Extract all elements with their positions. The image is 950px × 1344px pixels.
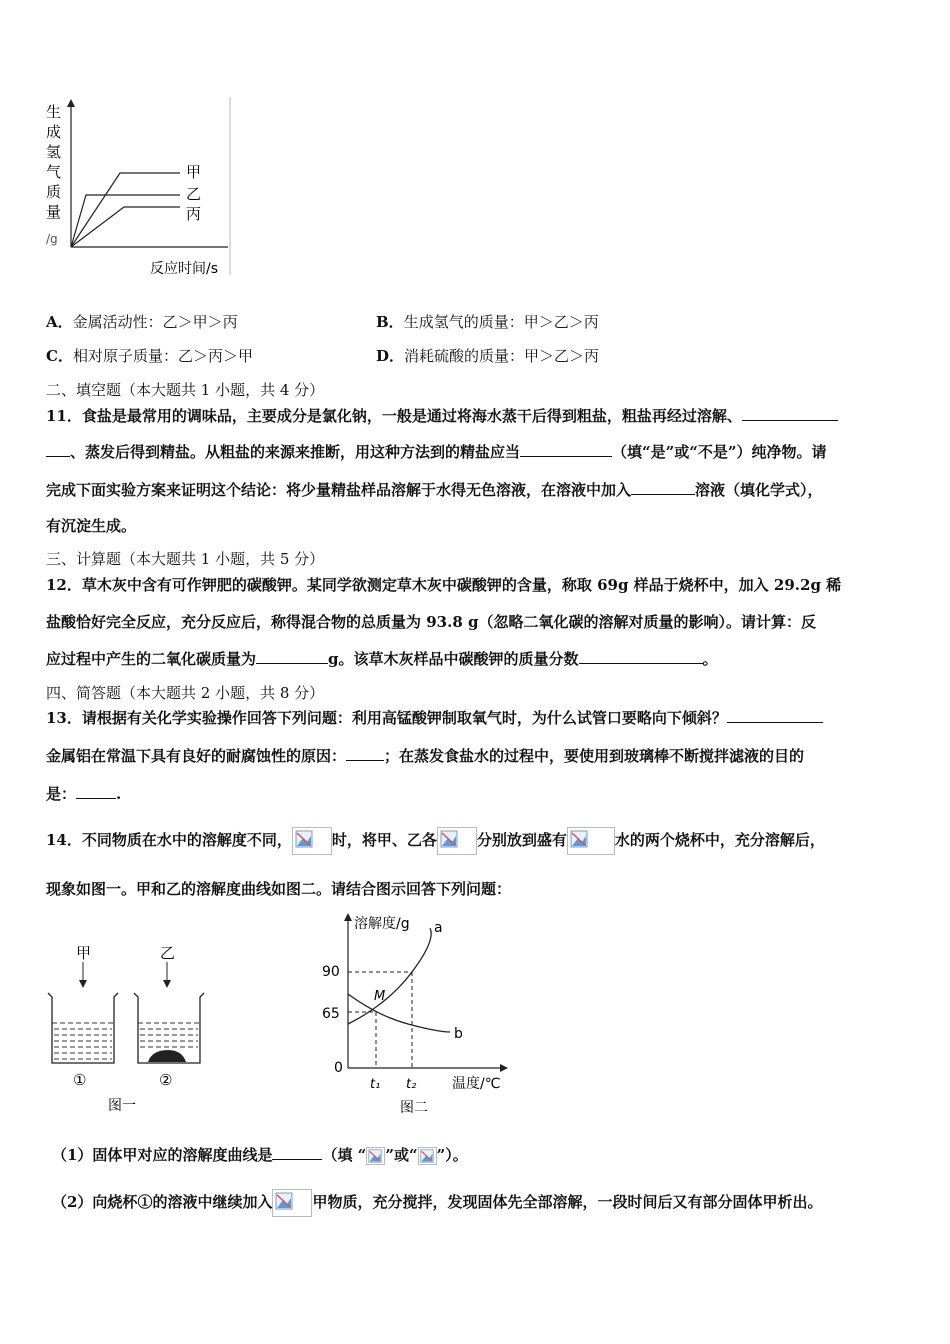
q11-line3: 完成下面实验方案来证明这个结论：将少量精盐样品溶解于水得无色溶液，在溶液中加入 溶液（填化学式），	[46, 481, 823, 499]
q13-blank-3[interactable]	[76, 784, 116, 799]
section-heading-fill: 二、填空题（本大题共 1 小题，共 4 分）	[46, 381, 325, 399]
option-d-letter: D．	[376, 347, 405, 365]
broken-image-icon	[437, 827, 477, 855]
curve-b	[348, 994, 450, 1032]
broken-image-icon	[418, 1147, 437, 1165]
q11-line4: 有沉淀生成。	[46, 517, 137, 535]
figure-beakers	[40, 938, 230, 1118]
beaker-label-jia: 甲	[76, 944, 92, 962]
sub1-blank[interactable]	[272, 1145, 322, 1160]
option-b-letter: B．	[376, 313, 404, 331]
q13-line1: 13．请根据有关化学实验操作回答下列问题：利用高锰酸钾制取氧气时，为什么试管口要略向下倾斜？	[46, 708, 823, 728]
hydrogen-mass-graph	[40, 95, 240, 280]
option-a[interactable]	[46, 311, 238, 332]
q13-line3: 是： .	[46, 785, 122, 803]
option-b[interactable]	[376, 311, 599, 332]
curve-a	[348, 928, 431, 1024]
q14-line1: 14．不同物质在水中的溶解度不同， 时，将甲、乙各 分别放到盛有 水的两个烧杯中，充分溶解后，	[46, 826, 825, 855]
option-d[interactable]	[376, 345, 599, 366]
curve-a-label: a	[434, 920, 443, 936]
q13-blank-1[interactable]	[727, 708, 823, 723]
curve-yi	[71, 195, 180, 247]
q12-line1: 12．草木灰中含有可作钾肥的碳酸钾。某同学欲测定草木灰中碳酸钾的含量，称取 69g 样品于烧杯中，加入 29.2g 稀	[46, 576, 842, 594]
option-a-letter: A．	[46, 313, 73, 331]
q11-blank-1[interactable]	[742, 406, 838, 421]
q12-line3: 应过程中产生的二氧化碳质量为 g。该草木灰样品中碳酸钾的质量分数 。	[46, 650, 718, 668]
ylabel-char: 氢	[46, 143, 62, 161]
ylabel-unit: /g	[46, 232, 58, 246]
q11-line2: 、蒸发后得到精盐。从粗盐的来源来推断，用这种方法到的精盐应当 （填“是”或“不是”）纯净物。请	[46, 442, 827, 462]
section-heading-calc: 三、计算题（本大题共 1 小题，共 5 分）	[46, 550, 325, 568]
beaker-number-1: ①	[73, 1071, 87, 1089]
q12-line2: 盐酸恰好完全反应，充分反应后，称得混合物的总质量为 93.8 g（忽略二氧化碳的溶解对质量的影响）。请计算：反	[46, 613, 816, 631]
tick-65: 65	[322, 1006, 340, 1022]
curve-bing	[71, 207, 180, 247]
fig2-ylabel: 溶解度/g	[354, 916, 410, 932]
tick-t2: t₂	[406, 1077, 417, 1092]
figure1-caption: 图一	[108, 1098, 136, 1114]
sub-question-1: （1）固体甲对应的溶解度曲线是 （填 “ ”或“ ”）。	[52, 1146, 468, 1164]
undissolved-solid	[148, 1050, 186, 1062]
q11-blank-3[interactable]	[631, 480, 695, 495]
option-b-text: 生成氢气的质量：甲＞乙＞丙	[403, 313, 599, 331]
broken-image-icon	[567, 827, 615, 855]
broken-image-icon	[366, 1147, 385, 1165]
figure2-caption: 图二	[400, 1100, 428, 1116]
q14-line2: 现象如图一。甲和乙的溶解度曲线如图二。请结合图示回答下列问题：	[46, 880, 512, 898]
broken-image-icon	[272, 1189, 312, 1217]
q13-blank-2[interactable]	[346, 746, 384, 761]
section-heading-short: 四、简答题（本大题共 2 小题，共 8 分）	[46, 684, 325, 702]
option-c-text: 相对原子质量：乙＞丙＞甲	[72, 347, 253, 365]
q11-blank-2[interactable]	[520, 442, 612, 457]
broken-image-icon	[292, 827, 332, 855]
sub-question-2: （2）向烧杯①的溶液中继续加入 甲物质，充分搅拌，发现固体先全部溶解，一段时间后又有部分固体甲析出。	[52, 1188, 822, 1217]
tick-t1: t₁	[370, 1077, 381, 1092]
ylabel-char: 质	[46, 183, 62, 201]
curve-b-label: b	[454, 1026, 463, 1042]
option-d-text: 消耗硫酸的质量：甲＞乙＞丙	[404, 347, 600, 365]
tick-90: 90	[322, 964, 340, 980]
ylabel-char: 量	[46, 203, 62, 221]
fig2-xlabel: 温度/℃	[452, 1076, 501, 1092]
series-label-jia: 甲	[186, 163, 202, 181]
series-label-yi: 乙	[186, 185, 202, 203]
option-a-text: 金属活动性：乙＞甲＞丙	[72, 313, 238, 331]
graph1-y-arrow	[67, 99, 75, 107]
beaker-label-yi: 乙	[160, 944, 176, 962]
beaker-1-solution	[52, 1023, 114, 1059]
beaker-2-solution	[138, 1023, 200, 1047]
q13-line2: 金属铝在常温下具有良好的耐腐蚀性的原因： ；在蒸发食盐水的过程中，要使用到玻璃棒不断搅拌滤液的目的	[46, 747, 805, 765]
option-c[interactable]	[46, 345, 253, 366]
ylabel-char: 气	[46, 163, 62, 181]
ylabel-char: 生	[46, 103, 62, 121]
graph1-xlabel: 反应时间/s	[150, 261, 219, 277]
option-c-letter: C．	[46, 347, 73, 365]
solubility-chart	[318, 908, 528, 1118]
beaker-number-2: ②	[159, 1071, 173, 1089]
q12-blank-2[interactable]	[579, 649, 703, 664]
tick-0: 0	[334, 1060, 343, 1076]
curve-jia	[71, 173, 180, 247]
q11-line1: 11．食盐是最常用的调味品，主要成分是氯化钠，一般是通过将海水蒸干后得到粗盐，粗盐再经过溶解、	[46, 406, 838, 426]
point-m: M	[374, 989, 386, 1004]
q12-blank-1[interactable]	[256, 649, 328, 664]
q11-blank-1-cont[interactable]	[46, 442, 70, 457]
ylabel-char: 成	[46, 123, 62, 141]
series-label-bing: 丙	[186, 205, 202, 223]
